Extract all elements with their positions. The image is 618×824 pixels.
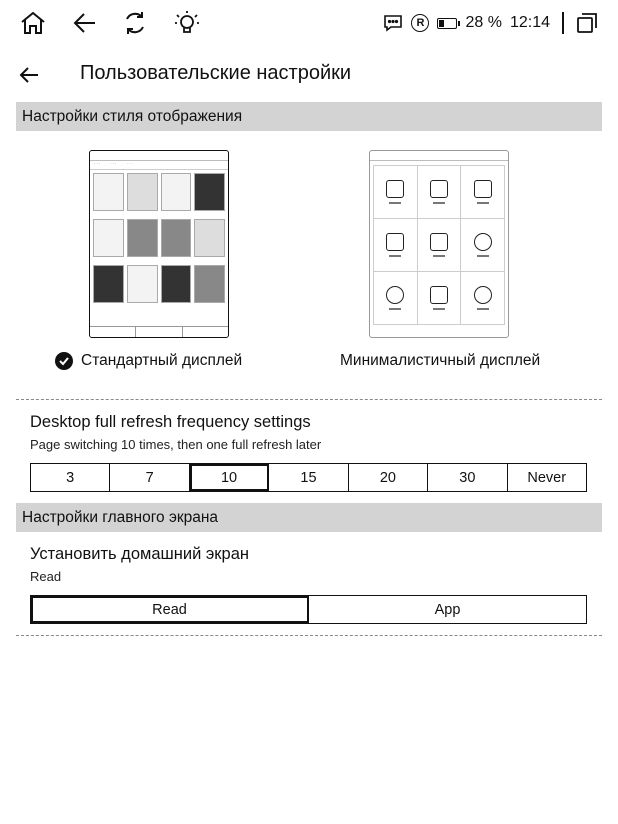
battery-icon [437,18,457,29]
back-icon[interactable] [16,60,42,90]
minimal-display-label: Минималистичный дисплей [340,352,541,369]
refresh-setting-subtitle: Page switching 10 times, then one full refresh later [30,437,322,452]
refresh-frequency-selector [30,463,587,492]
refresh-option-20[interactable]: 20 [349,464,428,491]
home-screen-selector [30,595,587,624]
status-divider [562,12,564,34]
home-screen-option-read[interactable]: Read [31,596,309,623]
lightbulb-icon[interactable] [172,8,202,38]
refresh-option-15[interactable]: 15 [269,464,348,491]
refresh-option-30[interactable]: 30 [428,464,507,491]
divider [16,635,602,636]
recent-apps-icon[interactable] [576,12,598,34]
page-header [0,56,618,96]
display-style-section-header: Настройки стиля отображения [16,102,602,131]
battery-percent: 28 % [465,14,502,31]
status-bar [0,0,618,46]
refresh-option-7[interactable]: 7 [110,464,189,491]
clock: 12:14 [509,14,550,31]
minimal-display-option[interactable] [340,352,540,370]
standard-display-option[interactable] [55,352,242,370]
refresh-option-never[interactable]: Never [527,469,567,486]
r-badge-icon: R [411,14,429,32]
standard-display-preview[interactable]: · · · · · · · · · [89,150,229,338]
divider [16,399,602,400]
refresh-option-3[interactable]: 3 [31,464,110,491]
back-arrow-icon[interactable] [70,8,100,38]
standard-display-label: Стандартный дисплей [81,352,243,369]
home-screen-setting-subtitle: Read [30,569,62,584]
home-screen-option-app[interactable]: App [434,601,461,618]
page-title: Пользовательские настройки [80,62,352,84]
refresh-icon[interactable] [120,8,150,38]
check-icon [55,352,73,370]
refresh-option-10[interactable]: 10 [190,464,269,491]
home-screen-section-header: Настройки главного экрана [16,503,602,532]
minimal-display-preview[interactable] [369,150,509,338]
home-screen-setting-title: Установить домашний экран [30,545,249,563]
message-icon [383,14,403,32]
home-icon[interactable] [18,8,48,38]
refresh-setting-title: Desktop full refresh frequency settings [30,413,311,431]
